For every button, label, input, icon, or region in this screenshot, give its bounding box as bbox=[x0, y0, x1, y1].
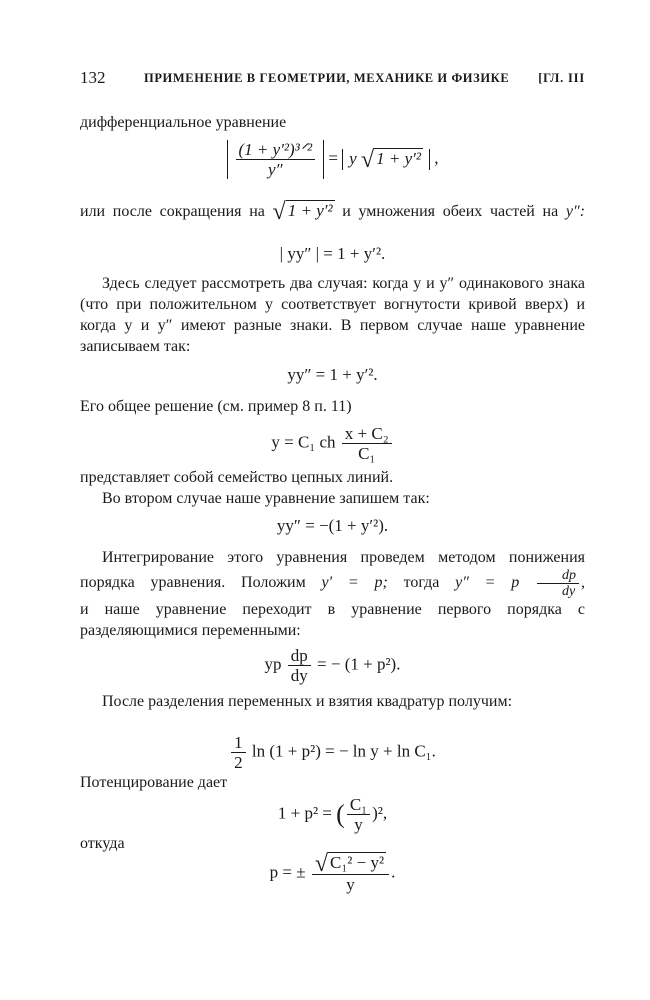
equation-7: $\frac{1}{2}$ ln (1 + p²) = − ln y + ln C₁. bbox=[80, 733, 585, 772]
abs-lhs bbox=[227, 140, 325, 179]
page-header bbox=[80, 68, 585, 92]
equation-4: y = C₁ ch $\frac{\text{x + C₂}}{\text{C₁}}$ bbox=[80, 424, 585, 463]
fraction-9: $\frac{\text{√ C₁² − y²}}{y}$ bbox=[312, 853, 389, 894]
paragraph-8: и наше уравнение переходит в уравнение первого порядка с разделяющимися переменными: bbox=[80, 601, 585, 639]
paragraph-2: или после сокращения на √ 1 + y′² и умножения обеих частей на y″: bbox=[80, 199, 586, 225]
equation-6: yp $\frac{dp}{dy}$ = − (1 + p²). bbox=[264, 646, 401, 685]
chapter-label: [ГЛ. III bbox=[538, 71, 585, 85]
running-title: ПРИМЕНЕНИЕ В ГЕОМЕТРИИ, МЕХАНИКЕ И ФИЗИКЕ bbox=[144, 71, 510, 85]
paragraph-4: Его общее решение (см. пример 8 п. 11) bbox=[80, 398, 352, 415]
paragraph-3: Здесь следует рассмотреть два случая: когда y и y″ одинакового знака (что при положительном y соответствует вогнутости кривой вверх) и когда y и y″ имеют разные знаки. В первом случае наше уравнение записываем так: bbox=[80, 275, 585, 355]
fraction-4: $\frac{\text{x + C₂}}{\text{C₁}}$ bbox=[342, 424, 392, 463]
page-number: 132 bbox=[80, 68, 106, 87]
equation-9: p = ± $\frac{\text{√ C₁² − y²}}{y}$ . bbox=[269, 851, 396, 894]
fraction-dp-dy: $\frac{dp}{dy}$ bbox=[537, 568, 579, 599]
equation-2: | yy″ | = 1 + y′². bbox=[279, 244, 386, 263]
paragraph-7: Интегрирование этого уравнения проведем методом понижения порядка уравнения. Положим y′ = p; тогда y″ = p $\frac{dp}{dy}$ , bbox=[80, 549, 586, 599]
paragraph-11: откуда bbox=[80, 835, 125, 852]
paragraph-1: дифференциальное уравнение bbox=[80, 114, 287, 131]
paragraph-5: представляет собой семейство цепных линий. bbox=[80, 469, 394, 486]
paragraph-10: Потенцирование дает bbox=[80, 774, 228, 791]
fraction-6: $\frac{dp}{dy}$ bbox=[288, 646, 311, 685]
equation-5: yy″ = −(1 + y′²). bbox=[276, 516, 389, 535]
equation-3: yy″ = 1 + y′². bbox=[287, 365, 378, 384]
abs-rhs: y √ 1 + y′² bbox=[342, 149, 430, 170]
fraction-half: $\frac{1}{2}$ bbox=[231, 733, 246, 772]
equation-1: $\frac{\text{(1 + y′²)³ᐟ²}}{y''}$ = y √ 1 + y′² , bbox=[80, 140, 585, 179]
fraction-8: $\frac{\text{C₁}}{y}$ bbox=[347, 795, 370, 834]
equation-8: 1 + p² = ( $\frac{\text{C₁}}{y}$ )², bbox=[277, 795, 388, 834]
fraction-1: $\frac{\text{(1 + y′²)³ᐟ²}}{y''}$ bbox=[236, 140, 316, 179]
paragraph-6: Во втором случае наше уравнение запишем так: bbox=[102, 490, 430, 507]
paragraph-9: После разделения переменных и взятия квадратур получим: bbox=[102, 693, 513, 710]
